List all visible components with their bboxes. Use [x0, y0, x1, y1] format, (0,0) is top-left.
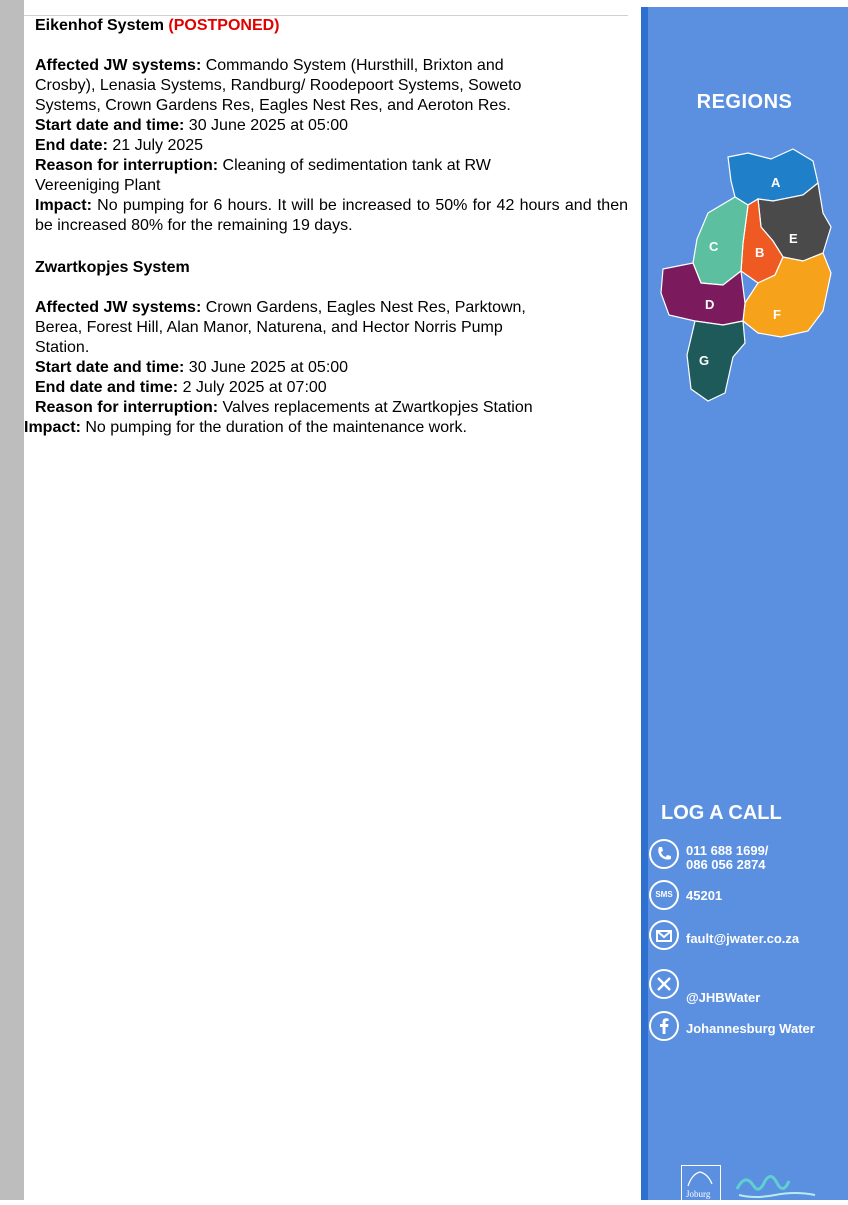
sidebar-panel — [641, 7, 848, 1200]
zwartkopjes-start — [35, 358, 635, 378]
region-label-b: B — [755, 245, 765, 260]
region-label-d: D — [705, 297, 715, 312]
eikenhof-affected-value: Commando System (Hursthill, Brixton and Crosby), Lenasia Systems, Randburg/ Roodepoort Systems, Soweto Systems, Crown Gardens Res, Eagles Nest Res, and Aeroton Res. — [35, 57, 522, 114]
eikenhof-start — [35, 116, 635, 136]
region-label-g: G — [699, 353, 710, 368]
phone-contact[interactable] — [649, 837, 829, 872]
zwartkopjes-title: Zwartkopjes System — [35, 259, 190, 276]
zwartkopjes-end — [35, 378, 635, 398]
eikenhof-title-text: Eikenhof System — [35, 17, 169, 34]
johannesburg-water-logo — [735, 1169, 825, 1199]
phone-icon — [649, 839, 679, 869]
sms-contact[interactable] — [649, 880, 829, 910]
left-margin-bar — [0, 0, 24, 1200]
facebook-page: Johannesburg Water — [686, 1021, 815, 1036]
zwartkopjes-reason-value: Valves replacements at Zwartkopjes Station — [218, 399, 533, 416]
eikenhof-start-label: Start date and time: — [35, 117, 185, 134]
sidebar-edge — [641, 7, 648, 1200]
eikenhof-impact-value: No pumping for 6 hours. It will be increased to 50% for 42 hours and then be increased 80% for the remaining 19 days. — [35, 197, 628, 234]
zwartkopjes-impact-label: Impact: — [24, 419, 81, 436]
eikenhof-affected — [35, 56, 555, 116]
facebook-contact[interactable] — [649, 1010, 839, 1042]
zwartkopjes-reason — [35, 398, 635, 418]
eikenhof-end-value: 21 July 2025 — [107, 137, 204, 154]
zwartkopjes-affected-value: Crown Gardens, Eagles Nest Res, Parktown, Berea, Forest Hill, Alan Manor, Naturena, and Hector Norris Pump Station. — [35, 299, 526, 356]
zwartkopjes-impact — [24, 418, 635, 438]
log-a-call-title: LOG A CALL — [661, 802, 782, 824]
eikenhof-impact-label: Impact: — [35, 197, 92, 214]
zwartkopjes-affected-label: Affected JW systems: — [35, 299, 202, 316]
zwartkopjes-end-label: End date and time: — [35, 379, 179, 396]
eikenhof-start-value: 30 June 2025 at 05:00 — [184, 117, 349, 134]
region-label-f: F — [773, 307, 781, 322]
joburg-logo — [681, 1165, 721, 1201]
zwartkopjes-start-value: 30 June 2025 at 05:00 — [184, 359, 349, 376]
x-twitter-icon — [649, 969, 679, 999]
email-address: fault@jwater.co.za — [686, 931, 800, 946]
zwartkopjes-affected — [35, 298, 540, 358]
main-content — [24, 16, 635, 438]
regions-title: REGIONS — [696, 91, 793, 113]
eikenhof-end-label: End date: — [35, 137, 108, 154]
sms-icon: SMS — [649, 880, 679, 910]
eikenhof-end — [35, 136, 635, 156]
zwartkopjes-end-value: 2 July 2025 at 07:00 — [178, 379, 327, 396]
eikenhof-reason — [35, 156, 535, 196]
sms-number: 45201 — [686, 888, 723, 903]
region-label-e: E — [789, 231, 798, 246]
eikenhof-affected-label: Affected JW systems: — [35, 57, 202, 74]
phone-number-1: 011 688 1699/ — [686, 843, 769, 858]
zwartkopjes-start-label: Start date and time: — [35, 359, 185, 376]
eikenhof-reason-value: Cleaning of sedimentation tank at RW Vereeniging Plant — [35, 157, 491, 194]
twitter-contact[interactable] — [649, 969, 829, 1005]
eikenhof-title — [35, 16, 635, 36]
facebook-icon — [649, 1011, 679, 1041]
region-g-shape — [687, 321, 745, 401]
postponed-badge: (POSTPONED) — [168, 17, 280, 34]
svg-text:Joburg: Joburg — [686, 1189, 711, 1199]
region-label-c: C — [709, 239, 719, 254]
zwartkopjes-impact-value: No pumping for the duration of the maintenance work. — [80, 419, 467, 436]
email-contact[interactable] — [649, 920, 839, 950]
region-label-a: A — [771, 175, 781, 190]
eikenhof-impact — [35, 196, 628, 236]
twitter-handle: @JHBWater — [686, 990, 761, 1005]
footer-logos — [675, 1165, 835, 1201]
email-icon — [649, 920, 679, 950]
regions-map — [653, 143, 843, 413]
phone-number-2: 086 056 2874 — [686, 857, 766, 872]
eikenhof-reason-label: Reason for interruption: — [35, 157, 219, 174]
zwartkopjes-reason-label: Reason for interruption: — [35, 399, 219, 416]
